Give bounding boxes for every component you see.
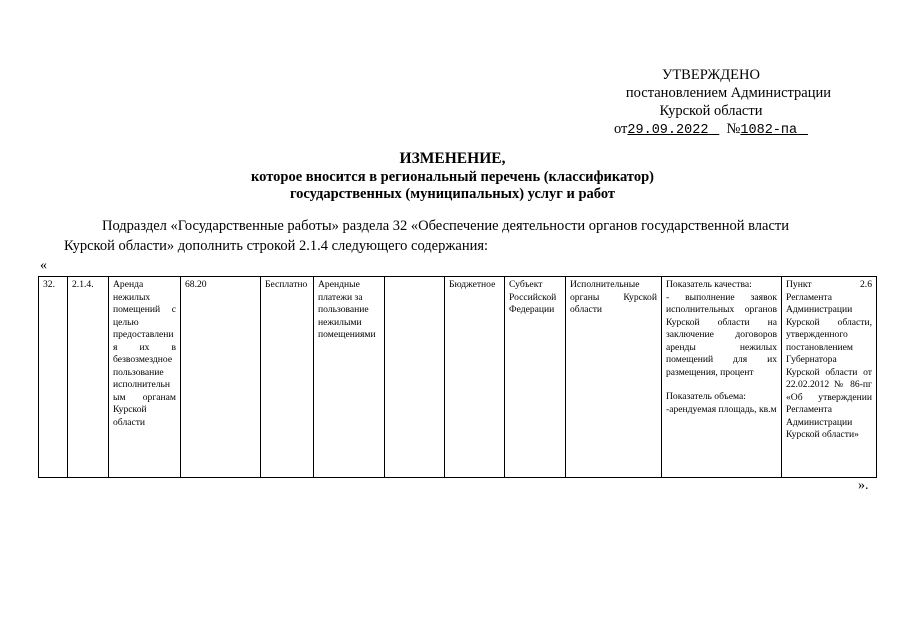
opening-quote: « [40, 258, 47, 273]
cell-section: 32. [39, 277, 68, 478]
approval-number: 1082-па [740, 123, 798, 138]
number-prefix: № [726, 121, 741, 137]
classifier-row-table [38, 276, 877, 478]
heading-line-2: которое вносится в региональный перечень (классификатор) [251, 169, 654, 185]
volume-value: -арендуемая площадь, кв.м [666, 403, 777, 415]
approval-title: УТВЕРЖДЕНО [662, 67, 760, 83]
heading-title: ИЗМЕНЕНИЕ, [399, 150, 506, 167]
cell-okved: 68.20 [181, 277, 261, 478]
cell-empty [385, 277, 445, 478]
intro-paragraph [64, 216, 878, 256]
cell-subject: Субъект Российской Федерации [505, 277, 566, 478]
cell-institution-type: Бюджетное [445, 277, 505, 478]
cell-content: Арендные платежи за пользование нежилыми помещениями [314, 277, 385, 478]
cell-code: 2.1.4. [68, 277, 109, 478]
approval-line-3: Курской области [659, 103, 763, 119]
cell-indicators [662, 277, 782, 478]
cell-recipients: Исполнительные органы Курской области [566, 277, 662, 478]
closing-quote: ». [858, 478, 869, 493]
approval-line-2: постановлением Администрации [625, 85, 831, 101]
approval-block [591, 66, 831, 140]
heading-line-3: государственных (муниципальных) услуг и работ [289, 186, 616, 202]
cell-legal-basis: Пункт 2.6 Регламента Администрации Курской области, утвержденного постановлением Губернатора Курской области от 22.02.2012 № 86-пг «Об утверждении Регламента Администрации Курской области» [782, 277, 877, 478]
table-row [39, 277, 877, 478]
cell-work-name: Аренда нежилых помещений с целью предоставления их в безвозмездное пользование исполнительным органам Курской области [109, 277, 181, 478]
date-prefix: от [614, 121, 628, 137]
volume-label: Показатель объема: [666, 391, 746, 402]
quality-label: Показатель качества: [666, 279, 752, 290]
quality-value: - выполнение заявок исполнительных органов Курской области на заключение договоров аренды нежилых помещений для их размещения, процент [666, 291, 777, 378]
intro-line-1: Подраздел «Государственные работы» раздела 32 «Обеспечение деятельности органов государственной власти [102, 218, 789, 234]
intro-line-2: Курской области» дополнить строкой 2.1.4 следующего содержания: [64, 238, 489, 254]
cell-payment: Бесплатно [261, 277, 314, 478]
approval-date: 29.09.2022 [627, 123, 709, 138]
approval-date-line [591, 120, 831, 140]
document-heading [0, 150, 905, 203]
